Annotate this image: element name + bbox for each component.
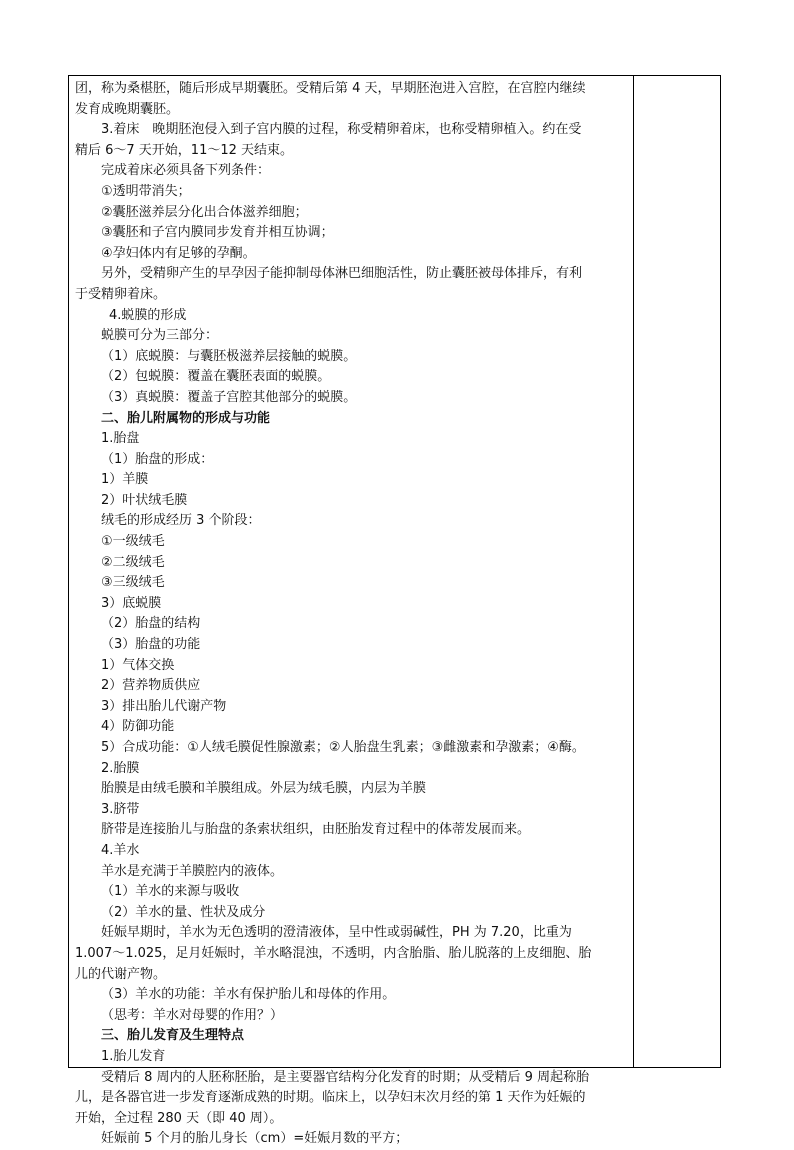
text-line: 妊娠前 5 个月的胎儿身长（cm）=妊娠月数的平方；: [101, 1131, 409, 1147]
text-line: ③三级绒毛: [101, 575, 165, 591]
text-line: （3）真蜕膜：覆盖子宫腔其他部分的蜕膜。: [101, 389, 357, 405]
text-line: 2）叶状绒毛膜: [101, 492, 188, 508]
text-line: 1）气体交换: [101, 657, 175, 673]
text-line: （3）胎盘的功能: [101, 637, 201, 653]
text-line: 脐带是连接胎儿与胎盘的条索状组织，由胚胎发育过程中的体蒂发展而来。: [101, 822, 531, 838]
text-line: 儿的代谢产物。: [75, 966, 167, 982]
text-line: 精后 6～7 天开始，11～12 天结束。: [75, 142, 294, 158]
text-line: 羊水是充满于羊膜腔内的液体。: [101, 863, 284, 879]
section-heading: 1.胎儿发育: [101, 1048, 166, 1064]
text-line: （1）胎盘的形成：: [101, 451, 214, 467]
text-line: ①透明带消失；: [101, 183, 191, 199]
text-line: ②二级绒毛: [101, 554, 165, 570]
text-line: 蜕膜可分为三部分：: [101, 328, 219, 344]
text-line: 妊娠早期时，羊水为无色透明的澄清液体，呈中性或弱碱性，PH 为 7.20，比重为: [101, 925, 572, 941]
text-line: 另外，受精卵产生的早孕因子能抑制母体淋巴细胞活性，防止囊胚被母体排斥，有利: [101, 266, 583, 282]
text-line: 发育成晚期囊胚。: [75, 101, 180, 117]
text-line: （思考：羊水对母婴的作用？）: [101, 1007, 284, 1023]
text-line: 3）排出胎儿代谢产物: [101, 698, 227, 714]
text-line: （2）包蜕膜：覆盖在囊胚表面的蜕膜。: [101, 369, 331, 385]
text-line: 4）防御功能: [101, 719, 175, 735]
text-line: 于受精卵着床。: [75, 286, 167, 302]
notes-column: [634, 76, 720, 1067]
text-line: 2）营养物质供应: [101, 678, 201, 694]
text-line: 1）羊膜: [101, 472, 149, 488]
text-line: 绒毛的形成经历 3 个阶段：: [101, 513, 261, 529]
text-line: 开始，全过程 280 天（即 40 周）。: [75, 1110, 283, 1126]
text-line: （2）羊水的量、性状及成分: [101, 904, 266, 920]
text-line: （2）胎盘的结构: [101, 616, 201, 632]
text-line: （3）羊水的功能：羊水有保护胎儿和母体的作用。: [101, 987, 396, 1003]
lesson-table: [68, 75, 721, 1147]
section-heading: 4.羊水: [101, 842, 140, 858]
text-line: （1）羊水的来源与吸收: [101, 884, 240, 900]
text-line: 5）合成功能：①人绒毛膜促性腺激素；②人胎盘生乳素；③雌激素和孕激素；④酶。: [101, 740, 585, 755]
section-heading: 3.脐带: [101, 801, 140, 817]
text-line: 胎膜是由绒毛膜和羊膜组成。外层为绒毛膜，内层为羊膜: [101, 781, 427, 797]
text-line: 3.着床 晚期胚泡侵入到子宫内膜的过程，称受精卵着床，也称受精卵植入。约在受: [101, 122, 582, 138]
text-line: ②囊胚滋养层分化出合体滋养细胞；: [101, 204, 308, 220]
lesson-content: [75, 79, 631, 1150]
text-line: 1.007～1.025，足月妊娠时，羊水略混浊，不透明，内含胎脂、胎儿脱落的上皮细胞、胎: [75, 945, 592, 961]
text-line: 3）底蜕膜: [101, 595, 162, 611]
text-line: 受精后 8 周内的人胚称胚胎，是主要器官结构分化发育的时期；从受精后 9 周起称胎: [101, 1069, 590, 1085]
text-line: ④孕妇体内有足够的孕酮。: [101, 245, 256, 261]
text-line: 完成着床必须具备下列条件：: [101, 163, 271, 179]
section-heading: 1.胎盘: [101, 431, 140, 447]
text-line: 团，称为桑椹胚，随后形成早期囊胚。受精后第 4 天，早期胚泡进入宫腔，在宫腔内继续: [75, 81, 586, 96]
section-heading: 4.蜕膜的形成: [109, 307, 187, 323]
text-line: 儿，是各器官进一步发育逐渐成熟的时期。临床上，以孕妇末次月经的第 1 天作为妊娠的: [75, 1090, 586, 1106]
text-line: （1）底蜕膜：与囊胚极滋养层接触的蜕膜。: [101, 348, 357, 364]
section-heading: 二、胎儿附属物的形成与功能: [101, 410, 271, 426]
section-heading: 2.胎膜: [101, 760, 140, 776]
section-heading: 三、胎儿发育及生理特点: [101, 1028, 245, 1044]
text-line: ③囊胚和子宫内膜同步发育并相互协调；: [101, 225, 334, 241]
text-line: ①一级绒毛: [101, 534, 165, 550]
